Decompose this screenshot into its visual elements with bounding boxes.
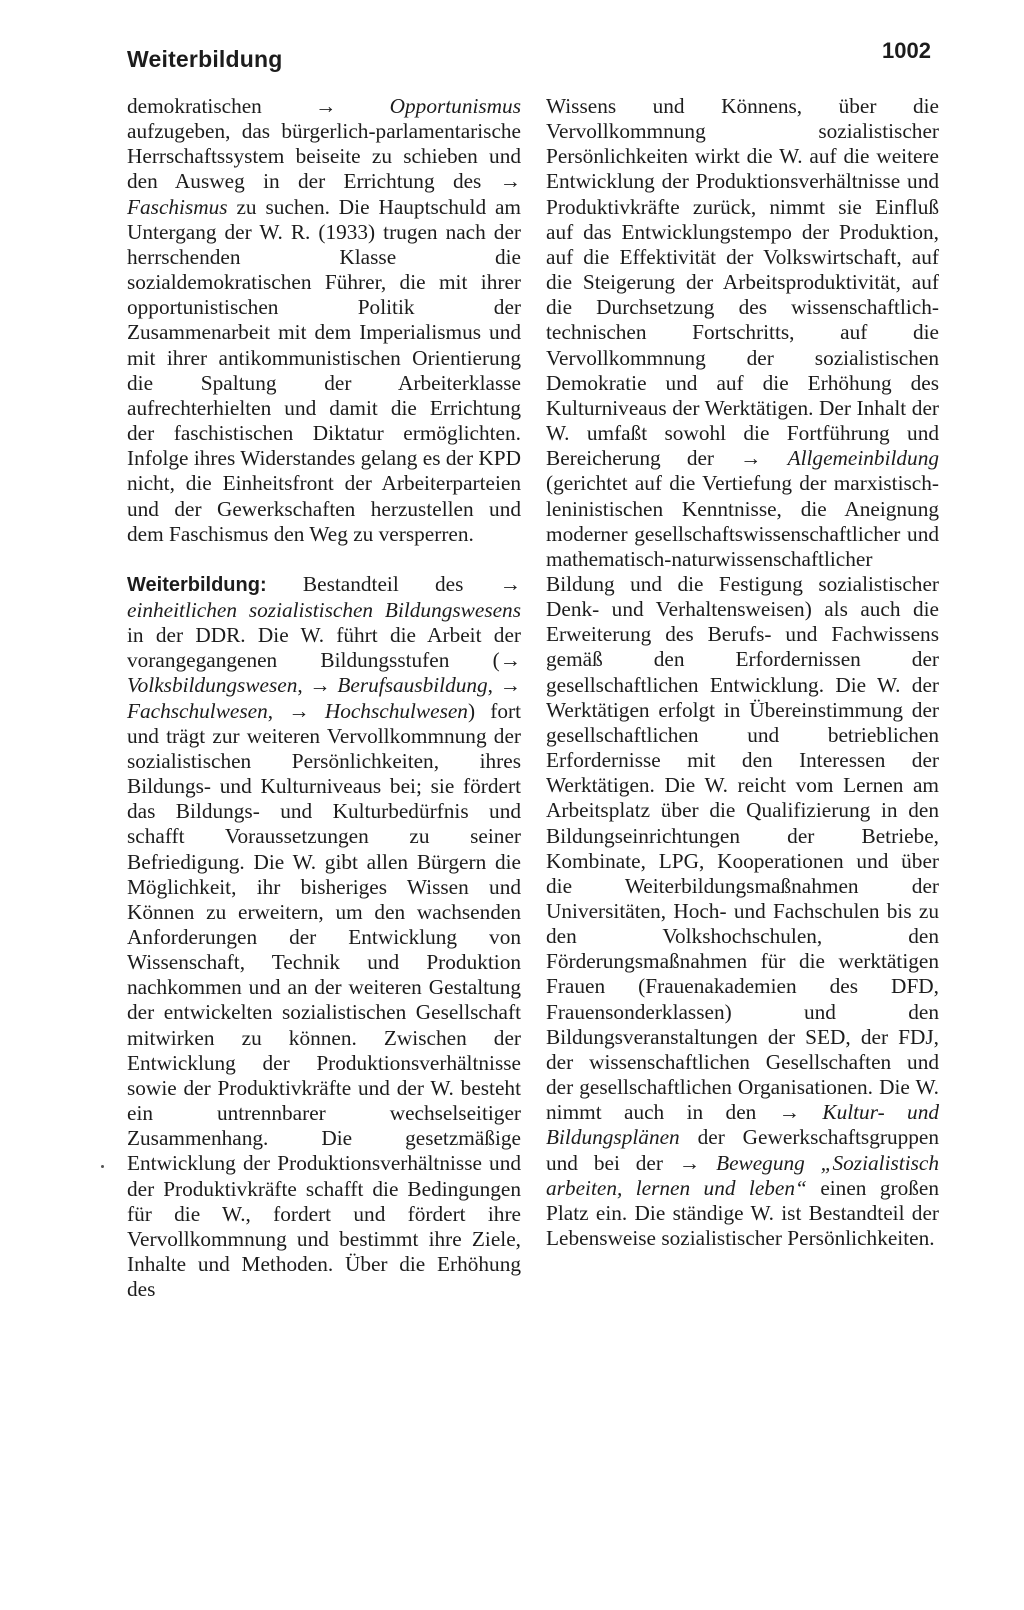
- cross-reference: Hochschulwesen: [324, 698, 468, 723]
- cross-reference-arrow: →: [288, 698, 310, 723]
- text-run: Bestandteil des: [302, 571, 464, 596]
- cross-reference: einheitlichen sozialistischen Bildungswesens: [127, 597, 521, 622]
- cross-reference-arrow: →: [499, 169, 521, 194]
- cross-reference-arrow: →: [499, 648, 521, 673]
- text-run: ) fort und trägt zur weiteren Vervollkommnung der sozialistischen Persönlichkeiten, ihres Bildungs- und Kulturniveaus bei; sie fördert das Bildungs- und Kulturbedürfnis und schafft Voraussetzungen zu seiner Befriedigung. Die W. gibt allen Bürgern die Möglichkeit, ihr bisheriges Wissen und Können zu erweitern, um den wachsenden Anforderungen der Entwicklung von Wissenschaft, Technik und Produktion nachkommen und an der weiteren Gestaltung der entwickelten sozialistischen Gesellschaft mitwirken zu können. Zwischen der Entwicklung der Produktionsverhältnisse sowie der Produktivkräfte und der W. besteht ein untrennbarer wechselseitiger Zusammenhang. Die gesetzmäßige Entwicklung der Produktionsverhältnisse und der Produktivkräfte schafft die Bedingungen für die W., fordert und fördert ihre Vervollkommnung und bestimmt ihre Ziele, Inhalte und Methoden. Über die Erhöhung des: [127, 698, 522, 1302]
- cross-reference: Kultur- und Bildungsplänen: [546, 1100, 939, 1150]
- cross-reference-arrow: →: [315, 94, 337, 118]
- paragraph-continuation: [546, 94, 939, 1251]
- text-run: ,: [487, 673, 493, 698]
- entry-weiterbildung: [127, 572, 521, 1303]
- text-run: demokratischen: [127, 94, 262, 118]
- cross-reference: Faschismus: [127, 194, 228, 219]
- paragraph-gap: [127, 547, 521, 572]
- text-run: ,: [267, 698, 274, 723]
- cross-reference-arrow: →: [740, 446, 762, 471]
- entry-lemma: Weiterbildung:: [127, 573, 267, 596]
- text-run: Wissens und Könnens, über die Vervollkommnung sozialistischer Persönlichkeiten wirkt die W. auf die weitere Entwicklung der Produktionsverhältnisse und Produktivkräfte zurück, nimmt sie Einfluß auf das Entwicklungstempo der Produktion, auf die Effektivität der Volkswirtschaft, auf die Steigerung der Arbeitsproduktivität, auf die Durchsetzung des wissenschaftlich-technischen Fortschritts, auf die Vervollkommnung der sozialistischen Demokratie und auf die Erhöhung des Kulturniveaus der Werktätigen. Der Inhalt der W. umfaßt sowohl die Fortführung und Bereicherung der: [546, 94, 939, 471]
- right-column: [546, 94, 939, 1251]
- cross-reference-arrow: →: [778, 1100, 800, 1125]
- cross-reference-arrow: →: [499, 571, 522, 596]
- page-number: 1002: [882, 38, 931, 63]
- cross-reference-arrow: →: [309, 673, 331, 698]
- cross-reference: Opportunismus: [389, 94, 521, 118]
- text-run: zu suchen. Die Hauptschuld am Untergang der W. R. (1933) trugen nach der herrschenden Klasse die sozialdemokratischen Führer, die mit ihrer opportunistischen Politik der Zusammenarbeit mit dem Imperialismus und mit ihrer antikommunistischen Orientierung die Spaltung der Arbeiterklasse aufrechterhielten und damit die Errichtung der faschistischen Diktatur ermöglichten. Infolge ihres Widerstandes gelang es der KPD nicht, die Einheitsfront der Arbeiterparteien und der Gewerkschaften herzustellen und dem Faschismus den Weg zu versperren.: [127, 194, 521, 546]
- cross-reference: Allgemeinbildung: [787, 446, 939, 471]
- text-run: einen großen Platz ein. Die ständige W. ist Bestandteil der Lebensweise sozialistischer Persönlichkeiten.: [546, 1175, 939, 1251]
- cross-reference: Bewegung „Sozialistisch arbeiten, lernen und leben“: [546, 1150, 940, 1200]
- cross-reference-arrow: →: [499, 673, 521, 698]
- left-column: [127, 94, 521, 1302]
- cross-reference: Fachschulwesen: [127, 698, 268, 723]
- text-run: aufzugeben, das bürgerlich-parlamentarische Herrschaftssystem beiseite zu schieben und den Ausweg in der Errichtung des: [127, 119, 521, 194]
- margin-speck: [101, 1165, 104, 1168]
- cross-reference: Berufsausbildung: [337, 673, 488, 698]
- paragraph-continuation: [127, 94, 521, 547]
- cross-reference-arrow: →: [678, 1150, 701, 1175]
- running-head: Weiterbildung: [127, 46, 283, 72]
- text-run: (gerichtet auf die Vertiefung der marxistisch-leninistischen Kenntnisse, die Aneignung moderner gesellschaftswissenschaftlicher und mathematisch-naturwissenschaftlicher Bildung und die Festigung sozialistischer Denk- und Verhaltensweisen) als auch die Erweiterung des Berufs- und Fachwissens gemäß den Erfordernissen der gesellschaftlichen Entwicklung. Die W. der Werktätigen erfolgt in Übereinstimmung der gesellschaftlichen und betrieblichen Erfordernisse mit den Interessen der Werktätigen. Die W. reicht vom Lernen am Arbeitsplatz über die Qualifizierung in den Bildungseinrichtungen der Betriebe, Kombinate, LPG, Kooperationen und über die Weiterbildungsmaßnahmen der Universitäten, Hoch- und Fachschulen bis zu den Volkshochschulen, den Förderungsmaßnahmen für die werktätigen Frauen (Frauenakademien des DFD, Frauensonderklassen) und den Bildungsveranstaltungen der SED, der FDJ, der wissenschaftlichen Gesellschaften und der gesellschaftlichen Organisationen. Die W. nimmt auch in den: [546, 471, 939, 1125]
- text-run: der Gewerkschaftsgruppen und bei der: [546, 1125, 939, 1175]
- text-run: in der DDR. Die W. führt die Arbeit der vorangegangenen Bildungsstufen (: [127, 623, 521, 673]
- cross-reference: Volksbildungswesen: [127, 673, 298, 698]
- text-run: ,: [297, 673, 303, 698]
